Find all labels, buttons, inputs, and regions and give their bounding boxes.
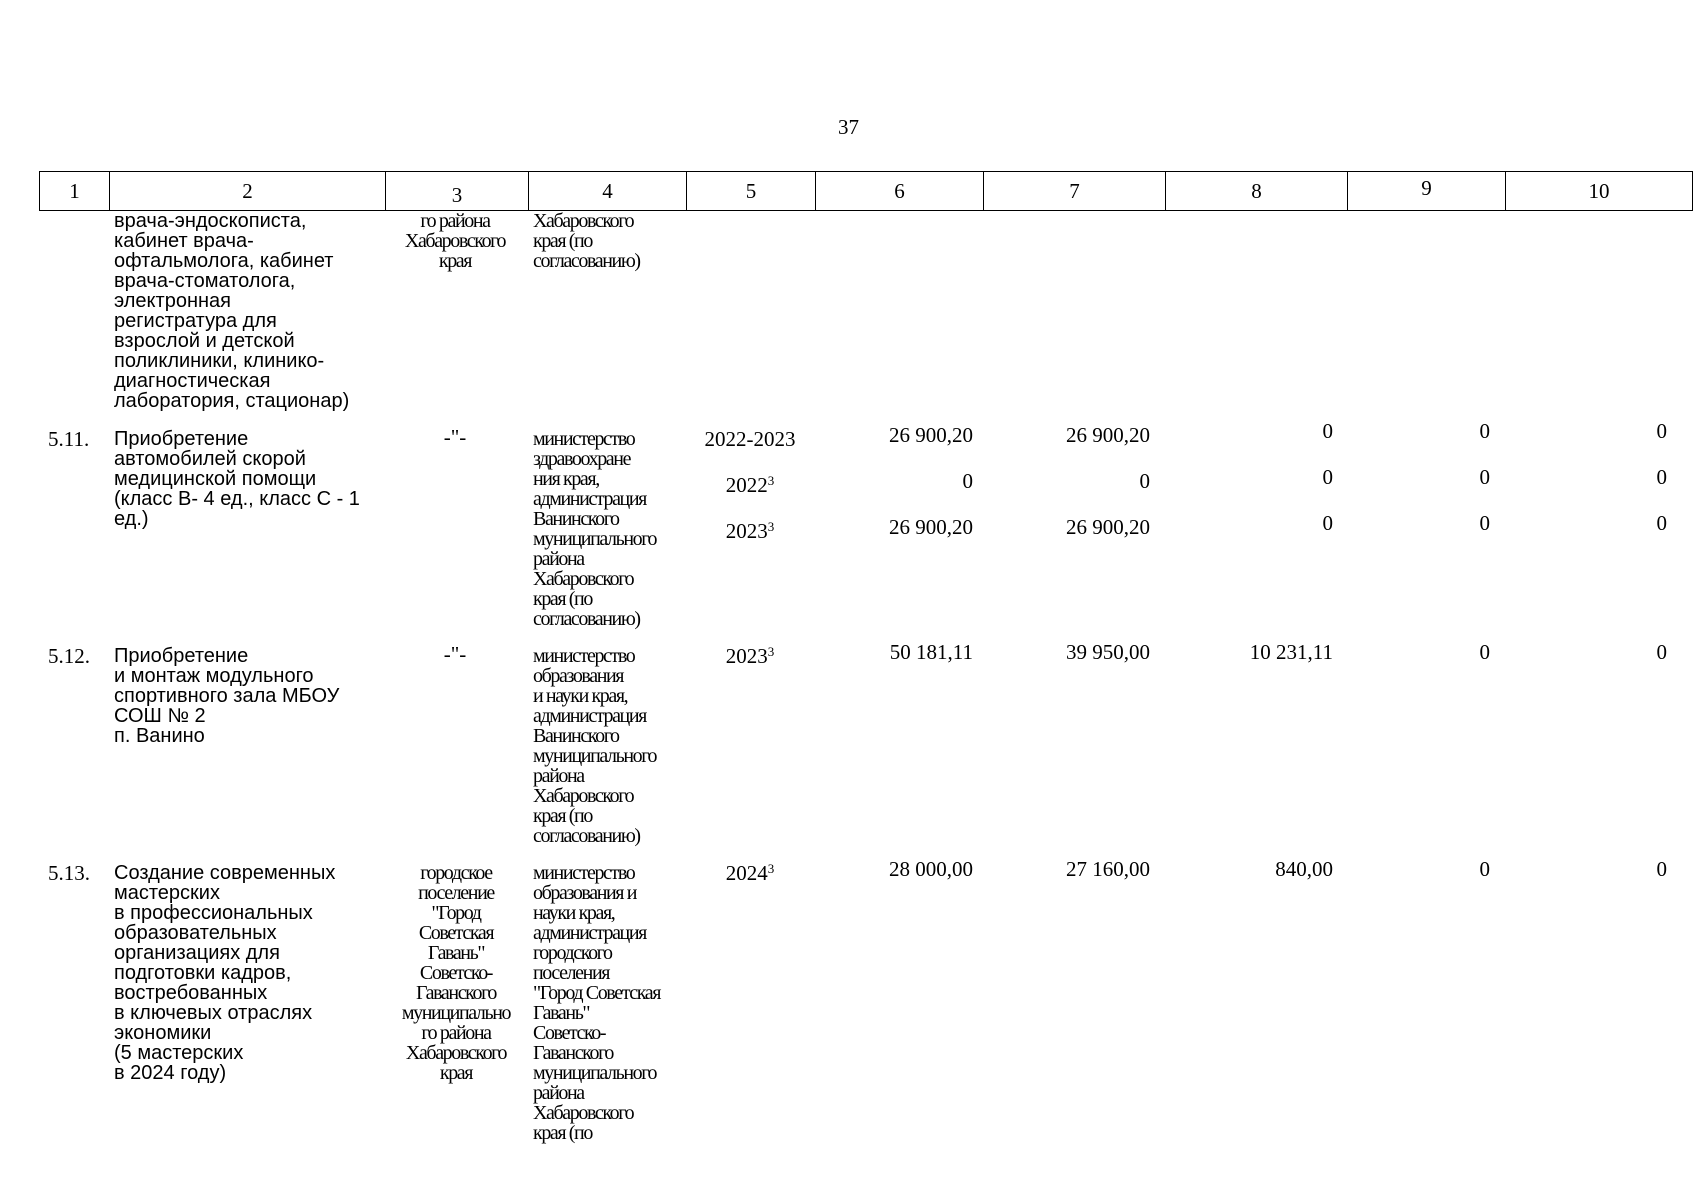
- continuation-executor: Хабаровского края (по согласованию): [533, 210, 640, 272]
- row-regional: 840,00: [1275, 857, 1333, 881]
- row-total: 28 000,00: [889, 857, 973, 881]
- row-municipality: -"-: [443, 425, 467, 449]
- column-header: 3: [386, 172, 529, 210]
- row-regional: 10 231,11: [1249, 640, 1333, 664]
- row-years: [690, 645, 810, 691]
- continuation-name: врача-эндоскописта, кабинет врача- офтальмолога, кабинет врача-стоматолога, электронная регистратура для взрослой и детской поликлиники, клинико- диагностическая лаборатория, стационар): [114, 210, 350, 412]
- row-federal: 27 160,00: [1066, 857, 1150, 881]
- row-federal: 39 950,00: [1066, 640, 1150, 664]
- row-local: 0: [1479, 640, 1490, 664]
- year-cell: 2023$^3$: [725, 644, 775, 668]
- column-header: 10: [1506, 172, 1693, 210]
- column-header: 8: [1166, 172, 1348, 210]
- row-federal: 26 900,20 0 26 900,20: [1066, 423, 1150, 539]
- continuation-municipality: го района Хабаровского края: [404, 210, 506, 272]
- row-executor: министерство образования и науки края, администрация Ванинского муниципального района Хабаровского края (по согласованию): [533, 645, 657, 847]
- row-name: Приобретение и монтаж модульного спортивного зала МБОУ СОШ № 2 п. Ванино: [114, 645, 340, 747]
- row-other: 0 0 0: [1656, 419, 1667, 535]
- row-total: 50 181,11: [889, 640, 973, 664]
- column-header: 1: [40, 172, 110, 210]
- year-cell: 2022-2023: [704, 427, 796, 451]
- row-years: [690, 428, 810, 566]
- row-local: 0: [1479, 857, 1490, 881]
- row-executor: министерство здравоохране ния края, администрация Ванинского муниципального района Хабаровского края (по согласованию): [533, 428, 657, 630]
- column-header: 7: [984, 172, 1166, 210]
- column-header: 4: [529, 172, 687, 210]
- table-header: [39, 171, 1693, 211]
- row-name: Создание современных мастерских в профессиональных образовательных организациях для подготовки кадров, востребованных в ключевых отраслях экономики (5 мастерских в 2024 году): [114, 862, 336, 1084]
- row-municipality: -"-: [443, 642, 467, 666]
- row-local: 0 0 0: [1479, 419, 1490, 535]
- year-cell: 2023$^3$: [725, 519, 775, 543]
- column-header: 2: [110, 172, 386, 210]
- row-other: 0: [1656, 640, 1667, 664]
- row-regional: 0 0 0: [1322, 419, 1333, 535]
- row-number: 5.13.: [48, 861, 90, 885]
- row-other: 0: [1656, 857, 1667, 881]
- row-number: 5.11.: [48, 427, 90, 451]
- row-municipality: городское поселение "Город Советская Гавань" Советско- Гаванского муниципально го района Хабаровского края: [401, 862, 511, 1084]
- row-number: 5.12.: [48, 644, 90, 668]
- page-number: 37: [838, 115, 859, 139]
- row-executor: министерство образования и науки края, администрация городского поселения "Город Советская Гавань" Советско- Гаванского муниципального района Хабаровского края (по: [533, 862, 661, 1144]
- column-header: 9: [1348, 172, 1506, 210]
- row-total: 26 900,20 0 26 900,20: [889, 423, 973, 539]
- year-cell: 2024$^3$: [725, 861, 775, 885]
- year-cell: 2022$^3$: [725, 473, 775, 497]
- row-years: [690, 862, 810, 908]
- column-header: 5: [687, 172, 816, 210]
- column-header: 6: [816, 172, 984, 210]
- row-name: Приобретение автомобилей скорой медицинской помощи (класс В- 4 ед., класс С - 1 ед.): [114, 428, 360, 530]
